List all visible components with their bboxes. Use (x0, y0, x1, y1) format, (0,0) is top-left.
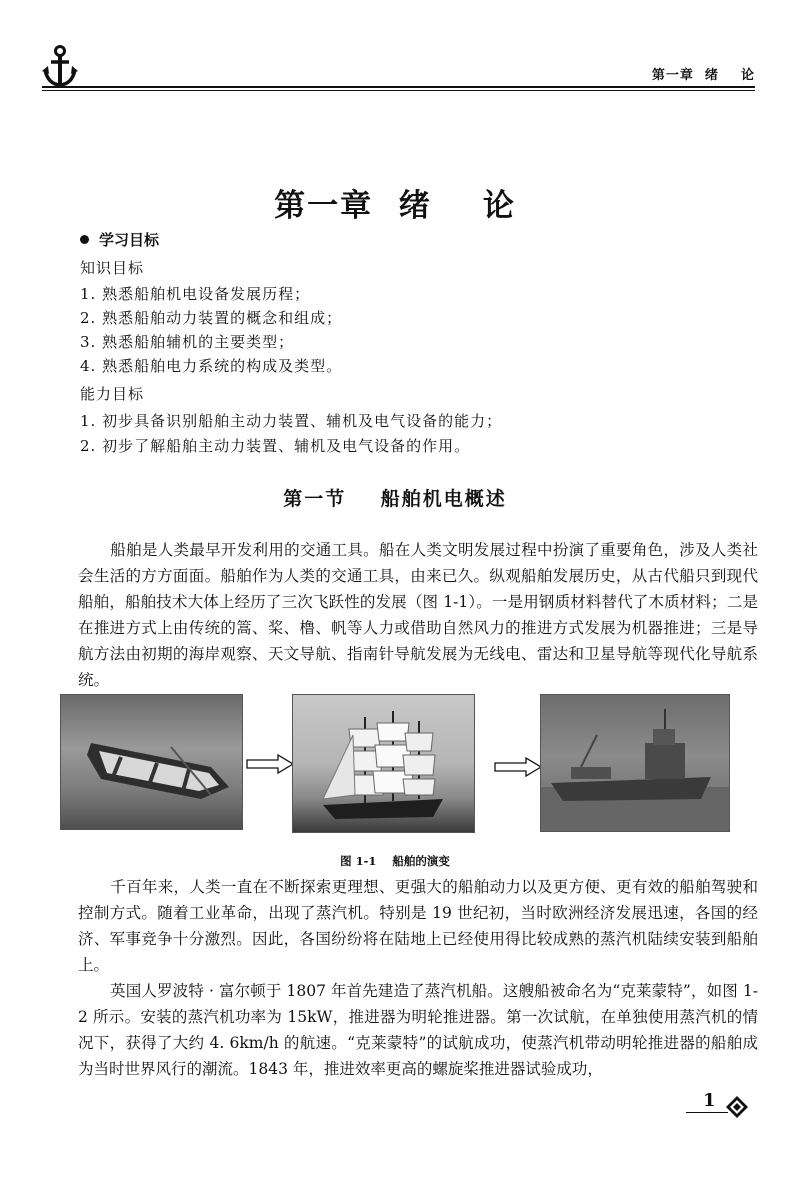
item-number: 2. (80, 309, 97, 327)
item-number: 4. (80, 357, 97, 375)
item-text: 熟悉船舶电力系统的构成及类型。 (102, 357, 343, 375)
arrow-right-icon (246, 754, 294, 774)
figure-photo-rowboat (60, 694, 243, 830)
knowledge-item (80, 355, 342, 376)
item-text: 初步具备识别船舶主动力装置、辅机及电气设备的能力； (102, 412, 503, 430)
item-number: 3. (80, 333, 97, 351)
item-text: 熟悉船舶辅机的主要类型； (102, 333, 295, 351)
figure-photo-sailing-ship (292, 694, 475, 833)
item-text: 熟悉船舶动力装置的概念和组成； (102, 309, 343, 327)
body-paragraph (78, 978, 758, 1082)
arrow-right-icon (494, 757, 542, 777)
header-rule-thin (42, 90, 755, 91)
figure-photo-modern-ship (540, 694, 730, 832)
section-title: 第一节 船舶机电概述 (283, 488, 507, 510)
ability-item (80, 410, 502, 431)
knowledge-item (80, 283, 310, 304)
paragraph-text: 英国人罗波特 · 富尔顿于 1807 年首先建造了蒸汽机船。这艘船被命名为“克莱蒙特”，如图 1-2 所示。安装的蒸汽机功率为 15kW，推进器为明轮推进器。第一次试航，在单独使用蒸汽机的情况下，获得了大约 4. 6km/h 的航速。“克莱蒙特”的试航成功，使蒸汽机带动明轮推进器的船舶成为当时世界风行的潮流。1843 年，推进效率更高的螺旋桨推进器试验成功， (78, 982, 758, 1078)
header-rule (42, 86, 755, 88)
paragraph-text: 千百年来，人类一直在不断探索更理想、更强大的船舶动力以及更方便、更有效的船舶驾驶和控制方式。随着工业革命，出现了蒸汽机。特别是 19 世纪初，当时欧洲经济发展迅速，各国的经济、军事竞争十分激烈。因此，各国纷纷将在陆地上已经使用得比较成熟的蒸汽机陆续安装到船舶上。 (78, 878, 758, 974)
bullet-icon (80, 235, 89, 244)
item-number: 2. (80, 437, 97, 455)
item-number: 1. (80, 412, 97, 430)
item-number: 1. (80, 285, 97, 303)
knowledge-item (80, 331, 294, 352)
page-number: 1 (703, 1090, 716, 1111)
objectives-heading-label: 学习目标 (99, 231, 160, 249)
body-paragraph (78, 537, 758, 693)
anchor-icon (42, 44, 78, 88)
ability-goals-label: 能力目标 (80, 385, 145, 403)
chapter-title: 第一章 绪 论 (274, 188, 516, 224)
figure-caption: 图 1-1 船舶的演变 (340, 854, 450, 868)
running-head: 第一章 绪 论 (651, 68, 755, 83)
paragraph-text: 船舶是人类最早开发利用的交通工具。船在人类文明发展过程中扮演了重要角色，涉及人类社会生活的方方面面。船舶作为人类的交通工具，由来已久。纵观船舶发展历史，从古代船只到现代船舶，船舶技术大体上经历了三次飞跃性的发展（图 1-1）。一是用钢质材料替代了木质材料；二是在推进方式上由传统的篙、桨、橹、帆等人力或借助自然风力的推进方式发展为机器推进；三是导航方法由初期的海岸观察、天文导航、指南针导航发展为无线电、雷达和卫星导航等现代化导航系统。 (78, 541, 758, 689)
item-text: 熟悉船舶机电设备发展历程； (102, 285, 311, 303)
page-number-rule (686, 1112, 728, 1113)
body-paragraph (78, 874, 758, 978)
ability-item (80, 435, 470, 456)
item-text: 初步了解船舶主动力装置、辅机及电气设备的作用。 (102, 437, 471, 455)
diamond-icon (724, 1094, 750, 1120)
knowledge-goals-label: 知识目标 (80, 259, 145, 277)
knowledge-item (80, 307, 342, 328)
objectives-heading (80, 229, 159, 250)
